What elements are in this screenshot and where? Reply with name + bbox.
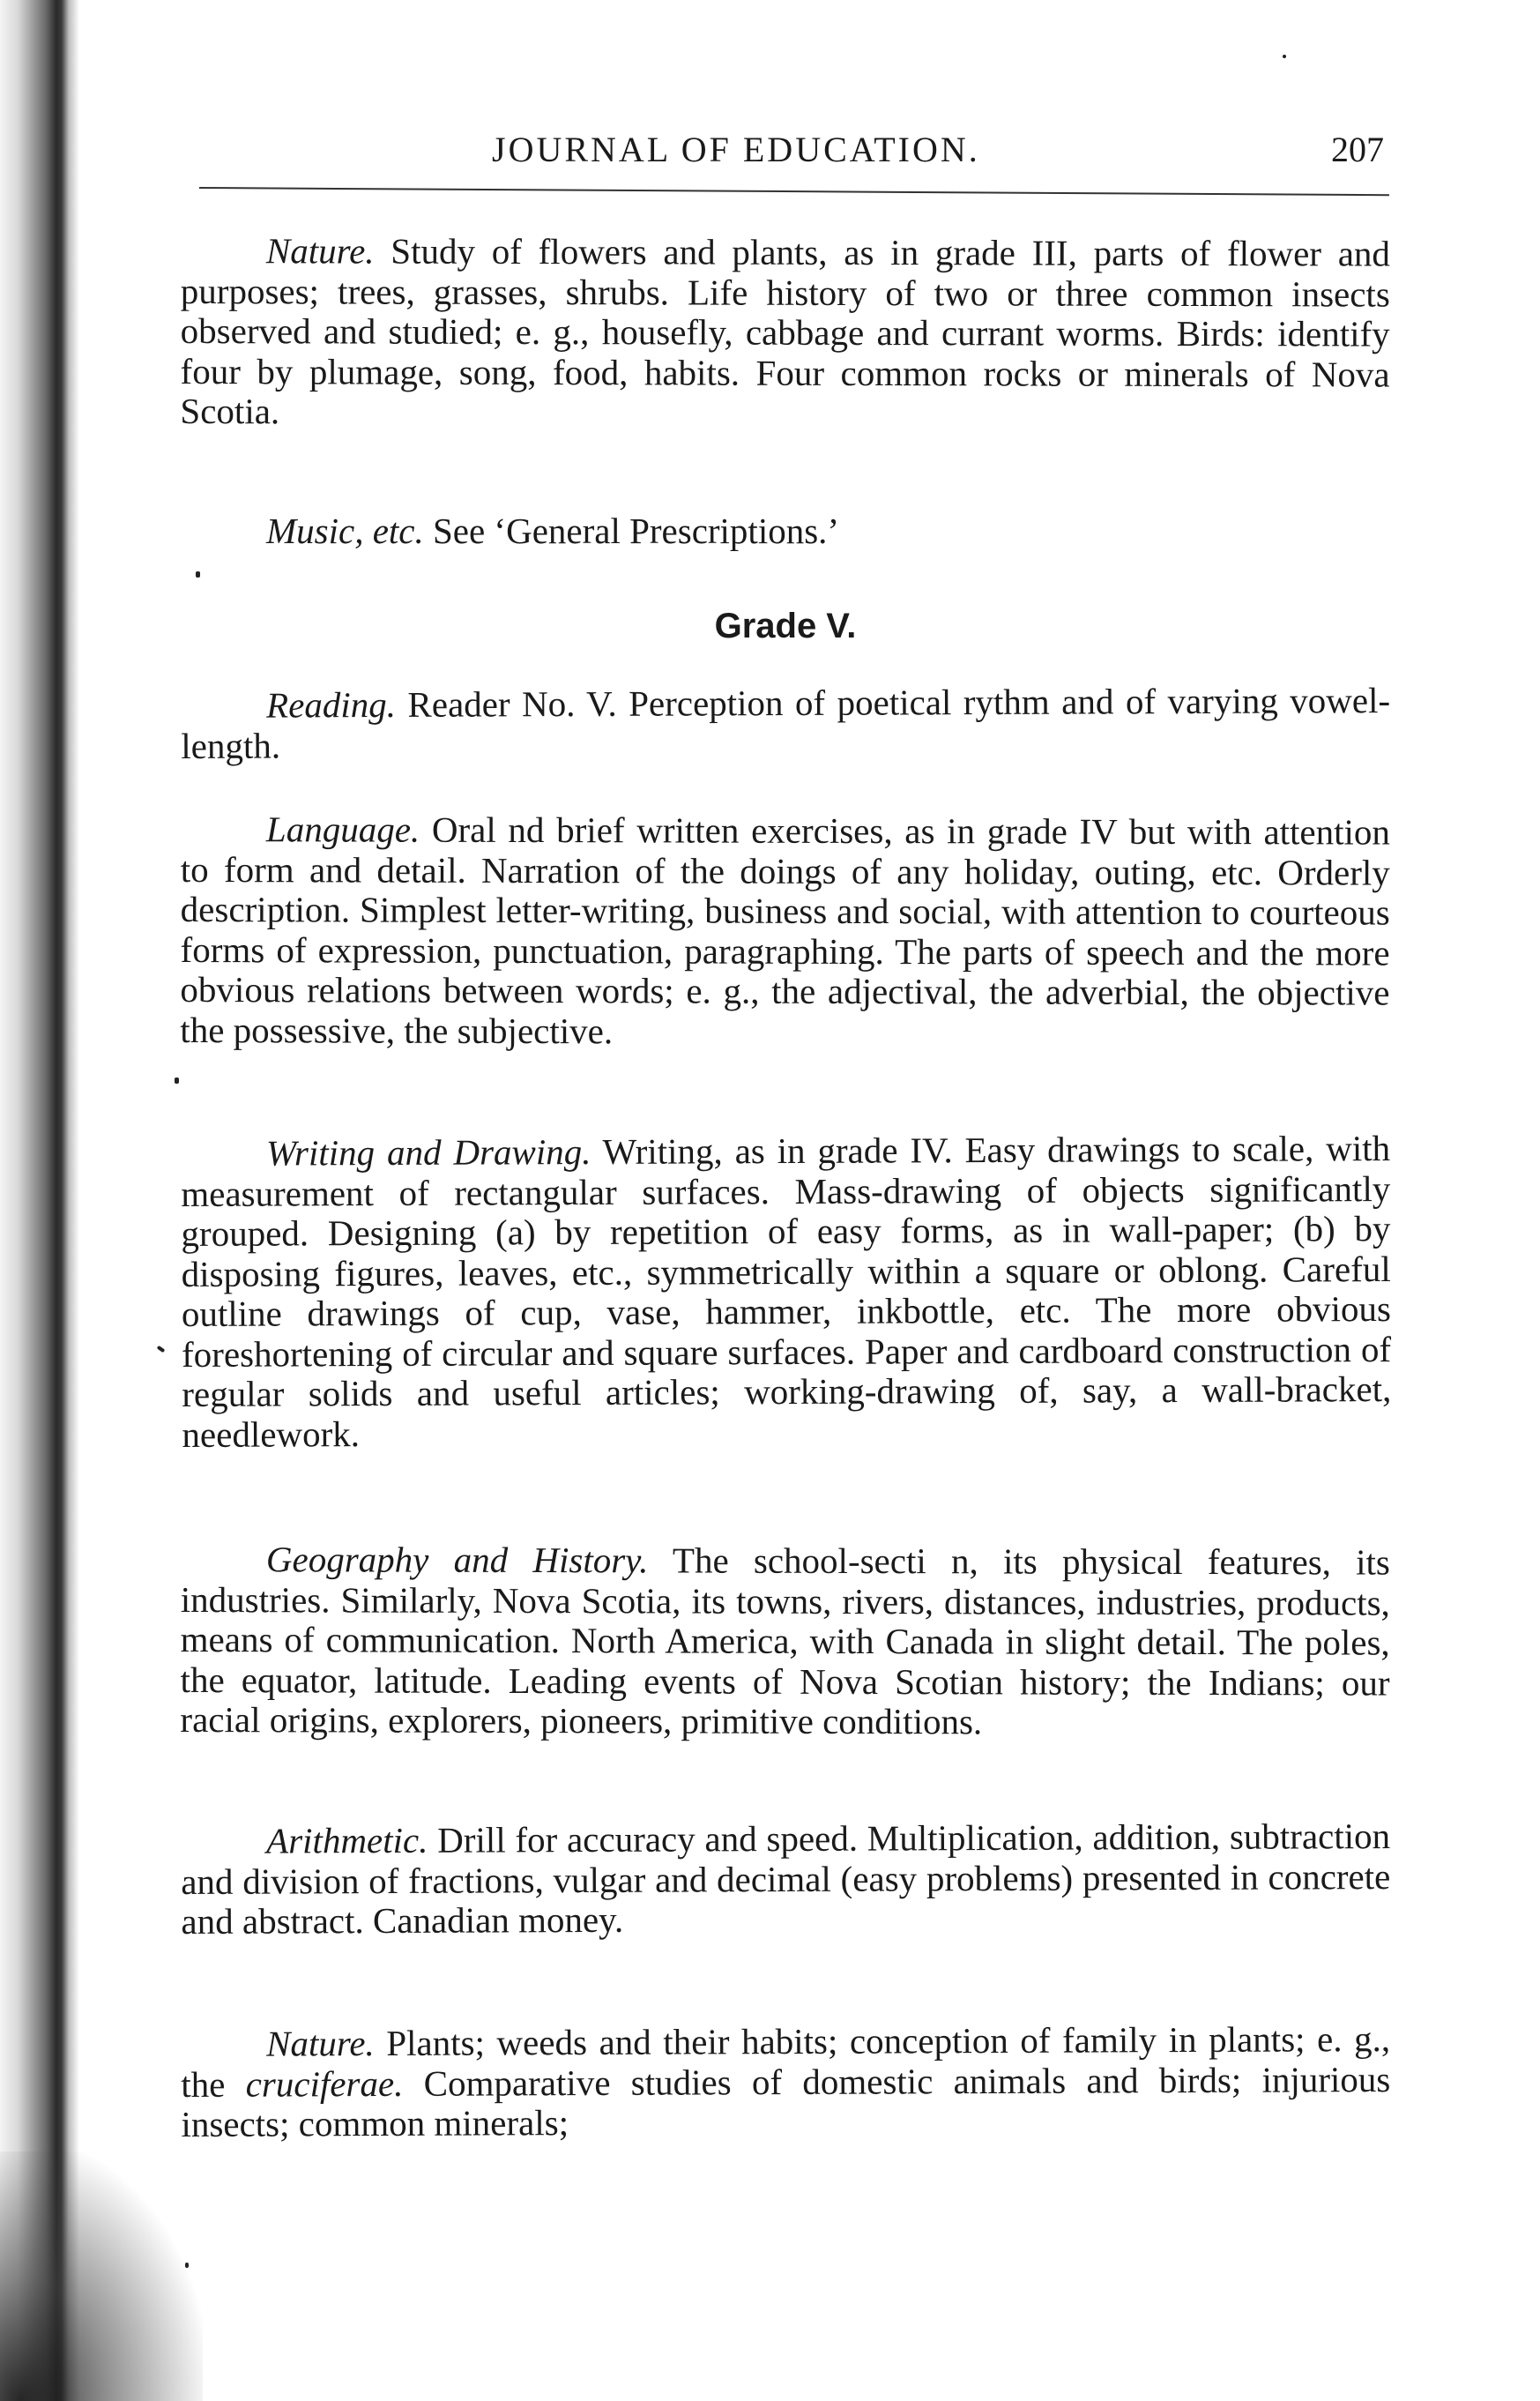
section-label: Music, etc.: [266, 511, 424, 551]
geography-history-section: [180, 1540, 1390, 1743]
section-label: Language.: [265, 809, 420, 850]
nature-section-grade4: [180, 231, 1390, 435]
reading-section: [181, 681, 1390, 766]
ink-speck: [157, 1346, 166, 1353]
section-text: Drill for accuracy and speed. Multiplication, addition, subtraction and division of fractions, vulgar and decimal (easy problems) presented in concrete and abstract. Canadian money.: [181, 1816, 1391, 1942]
section-text-after: Comparative studies of domestic animals and birds; injurious insects; common minerals;: [181, 2058, 1391, 2144]
scan-binding-shadow: [0, 0, 79, 2401]
section-italic-term: cruciferae.: [245, 2062, 404, 2105]
section-label: Nature.: [265, 230, 375, 272]
section-text: Writing, as in grade IV. Easy drawings to scale, with measurement of rectangular surfaces. Mass-drawing of objects significantly grouped. Designing (a) by repetition of easy forms, as in wall-paper; (b) by disposing figures, leaves, etc., symmetrically within a square or oblong. Careful outline drawings of cup, vase, hammer, inkbottle, etc. The more obvious foreshortening of circular and square surfaces. Paper and cardboard construction of regular solids and useful articles; working-drawing of, say, a wall-bracket, needlework.: [181, 1128, 1392, 1455]
journal-title: JOURNAL OF EDUCATION.: [492, 130, 980, 169]
section-label: Nature.: [265, 2023, 375, 2064]
section-text: See ‘General Prescriptions.’: [432, 511, 840, 551]
ink-speck: [185, 2263, 189, 2268]
writing-drawing-section: [181, 1129, 1392, 1455]
arithmetic-section: [181, 1816, 1391, 1942]
section-text-before: Plants; weeds and their habits; conception of family in plants; e. g., the: [181, 2018, 1391, 2105]
nature-section-grade5: [181, 2019, 1391, 2144]
grade-heading: Grade V.: [714, 607, 857, 645]
header-rule: [199, 187, 1389, 196]
section-text: Oral nd brief written exercises, as in grade IV but with attention to form and detail. Narration of the doings of any holiday, outing, etc. Orderly description. Simplest letter-writing, business and social, with attention to courteous forms of expression, punctuation, paragraphing. The parts of speech and the more obvious relations between words; e. g., the adjectival, the adverbial, the objective the possessive, the subjective.: [180, 809, 1391, 1051]
ink-speck: [196, 571, 200, 578]
music-section: [181, 511, 1390, 552]
section-text: Reader No. V. Perception of poetical rythm and of varying vowel-length.: [181, 680, 1391, 766]
section-label: Geography and History.: [265, 1539, 649, 1581]
section-text: The school-secti n, its physical features, its industries. Similarly, Nova Scotia, its towns, rivers, distances, industries, products, means of communication. North America, with Canada in slight detail. The poles, the equator, latitude. Leading events of Nova Scotian history; the Indians; our racial origins, explorers, pioneers, primitive conditions.: [180, 1540, 1390, 1742]
page-number: 207: [1331, 130, 1384, 169]
ink-speck: [1283, 55, 1286, 58]
scan-corner-shadow: [0, 2151, 203, 2401]
ink-speck: [175, 1077, 179, 1084]
section-label: Arithmetic.: [265, 1819, 428, 1861]
section-label: Writing and Drawing.: [265, 1130, 591, 1174]
running-head: [212, 129, 1384, 182]
section-text: Study of flowers and plants, as in grade III, parts of flower and purposes; trees, grasses, shrubs. Life history of two or three common insects observed and studied; e. g., housefly, cabbage and currant worms. Birds: identify four by plumage, song, food, habits. Four common rocks or minerals of Nova Scotia.: [180, 230, 1391, 432]
section-label: Reading.: [265, 683, 397, 726]
language-section: [180, 809, 1390, 1054]
